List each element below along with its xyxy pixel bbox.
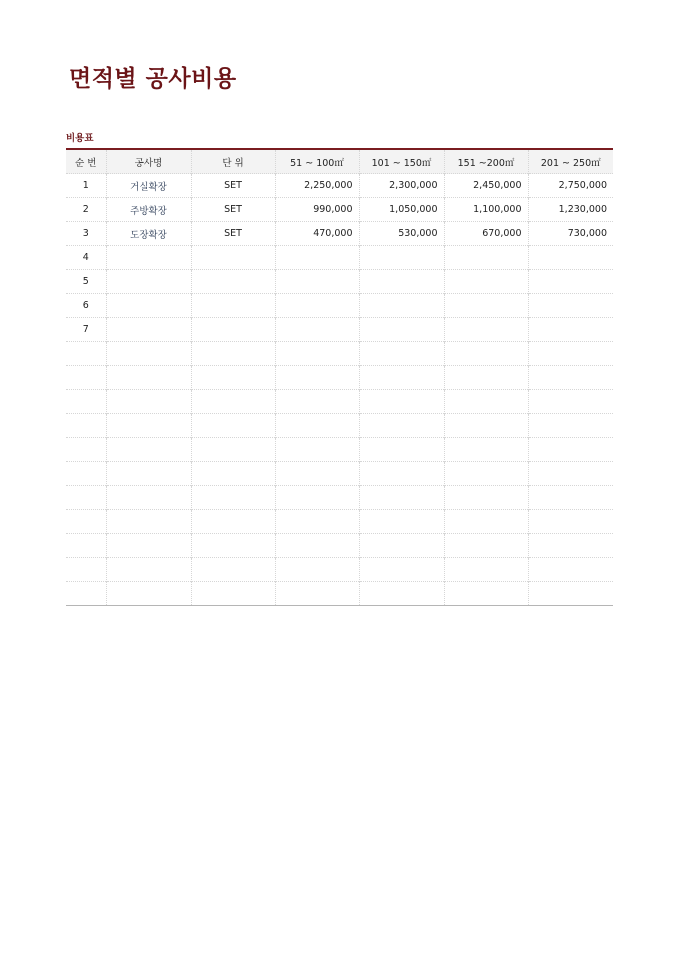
work-name-cell [106, 246, 191, 270]
price-101-150-cell [359, 294, 444, 318]
table-row [66, 438, 613, 462]
work-name-cell [106, 318, 191, 342]
row-index-cell [66, 510, 106, 534]
column-header-area-51-100: 51 ~ 100㎡ [275, 149, 359, 174]
price-201-250-cell [528, 246, 613, 270]
price-101-150-cell: 2,300,000 [359, 174, 444, 198]
price-101-150-cell [359, 558, 444, 582]
price-151-200-cell: 1,100,000 [444, 198, 528, 222]
work-name-cell: 거실확장 [106, 174, 191, 198]
price-51-100-cell [275, 390, 359, 414]
price-101-150-cell: 530,000 [359, 222, 444, 246]
price-51-100-cell [275, 558, 359, 582]
work-name-cell: 주방확장 [106, 198, 191, 222]
unit-cell [191, 294, 275, 318]
work-name-cell [106, 366, 191, 390]
table-row [66, 486, 613, 510]
price-201-250-cell [528, 390, 613, 414]
price-151-200-cell: 2,450,000 [444, 174, 528, 198]
table-row [66, 414, 613, 438]
price-101-150-cell [359, 390, 444, 414]
unit-cell [191, 414, 275, 438]
price-201-250-cell [528, 510, 613, 534]
price-51-100-cell [275, 534, 359, 558]
price-101-150-cell [359, 486, 444, 510]
price-151-200-cell [444, 342, 528, 366]
table-row [66, 222, 613, 246]
price-201-250-cell [528, 414, 613, 438]
price-151-200-cell: 670,000 [444, 222, 528, 246]
row-index-cell: 7 [66, 318, 106, 342]
work-name-cell [106, 582, 191, 606]
price-201-250-cell [528, 342, 613, 366]
column-header-work-name: 공사명 [106, 149, 191, 174]
price-101-150-cell: 1,050,000 [359, 198, 444, 222]
table-row [66, 198, 613, 222]
table-row [66, 462, 613, 486]
table-body [66, 174, 613, 606]
work-name-cell: 도장확장 [106, 222, 191, 246]
table-row [66, 390, 613, 414]
table-row [66, 534, 613, 558]
price-151-200-cell [444, 246, 528, 270]
price-51-100-cell: 990,000 [275, 198, 359, 222]
work-name-cell [106, 510, 191, 534]
price-151-200-cell [444, 366, 528, 390]
price-101-150-cell [359, 246, 444, 270]
unit-cell [191, 510, 275, 534]
price-201-250-cell [528, 438, 613, 462]
price-101-150-cell [359, 534, 444, 558]
price-201-250-cell [528, 366, 613, 390]
work-name-cell [106, 342, 191, 366]
unit-cell [191, 438, 275, 462]
column-header-area-151-200: 151 ~200㎡ [444, 149, 528, 174]
section-label: 비용표 [66, 133, 94, 144]
table-header-row [66, 149, 613, 174]
row-index-cell: 1 [66, 174, 106, 198]
work-name-cell [106, 438, 191, 462]
row-index-cell: 3 [66, 222, 106, 246]
price-101-150-cell [359, 510, 444, 534]
price-51-100-cell [275, 294, 359, 318]
price-151-200-cell [444, 510, 528, 534]
work-name-cell [106, 558, 191, 582]
unit-cell [191, 318, 275, 342]
price-151-200-cell [444, 462, 528, 486]
unit-cell [191, 486, 275, 510]
row-index-cell [66, 414, 106, 438]
unit-cell: SET [191, 174, 275, 198]
price-51-100-cell [275, 342, 359, 366]
work-name-cell [106, 390, 191, 414]
unit-cell [191, 582, 275, 606]
price-101-150-cell [359, 414, 444, 438]
work-name-cell [106, 462, 191, 486]
price-201-250-cell: 2,750,000 [528, 174, 613, 198]
row-index-cell [66, 582, 106, 606]
unit-cell [191, 462, 275, 486]
row-index-cell [66, 342, 106, 366]
price-201-250-cell: 730,000 [528, 222, 613, 246]
price-101-150-cell [359, 366, 444, 390]
table-row [66, 342, 613, 366]
row-index-cell [66, 462, 106, 486]
price-201-250-cell [528, 582, 613, 606]
price-101-150-cell [359, 318, 444, 342]
price-101-150-cell [359, 462, 444, 486]
price-101-150-cell [359, 270, 444, 294]
unit-cell: SET [191, 198, 275, 222]
table-row [66, 270, 613, 294]
price-51-100-cell: 470,000 [275, 222, 359, 246]
row-index-cell: 6 [66, 294, 106, 318]
table-row [66, 246, 613, 270]
price-151-200-cell [444, 318, 528, 342]
column-header-index: 순 번 [75, 157, 97, 169]
price-201-250-cell [528, 486, 613, 510]
price-51-100-cell [275, 270, 359, 294]
price-201-250-cell [528, 318, 613, 342]
table-row [66, 366, 613, 390]
price-151-200-cell [444, 270, 528, 294]
price-101-150-cell [359, 582, 444, 606]
price-201-250-cell [528, 558, 613, 582]
unit-cell [191, 246, 275, 270]
unit-cell [191, 366, 275, 390]
price-201-250-cell [528, 462, 613, 486]
table-row [66, 510, 613, 534]
unit-cell: SET [191, 222, 275, 246]
price-51-100-cell [275, 246, 359, 270]
column-header-area-101-150: 101 ~ 150㎡ [359, 149, 444, 174]
price-151-200-cell [444, 294, 528, 318]
unit-cell [191, 342, 275, 366]
row-index-cell [66, 486, 106, 510]
table-row [66, 558, 613, 582]
price-51-100-cell [275, 582, 359, 606]
row-index-cell [66, 390, 106, 414]
price-201-250-cell [528, 534, 613, 558]
price-201-250-cell [528, 294, 613, 318]
price-51-100-cell [275, 366, 359, 390]
table-row [66, 174, 613, 198]
price-151-200-cell [444, 438, 528, 462]
price-151-200-cell [444, 582, 528, 606]
price-151-200-cell [444, 390, 528, 414]
price-51-100-cell: 2,250,000 [275, 174, 359, 198]
table-row [66, 318, 613, 342]
unit-cell [191, 270, 275, 294]
work-name-cell [106, 534, 191, 558]
row-index-cell [66, 558, 106, 582]
price-51-100-cell [275, 510, 359, 534]
work-name-cell [106, 294, 191, 318]
page-title: 면적별 공사비용 [69, 66, 237, 92]
price-51-100-cell [275, 438, 359, 462]
table-row [66, 582, 613, 606]
price-151-200-cell [444, 558, 528, 582]
price-151-200-cell [444, 534, 528, 558]
column-header-unit: 단 위 [191, 149, 275, 174]
unit-cell [191, 534, 275, 558]
table-row [66, 294, 613, 318]
cost-table [66, 148, 613, 606]
work-name-cell [106, 270, 191, 294]
row-index-cell [66, 438, 106, 462]
work-name-cell [106, 486, 191, 510]
unit-cell [191, 390, 275, 414]
row-index-cell: 5 [66, 270, 106, 294]
price-51-100-cell [275, 462, 359, 486]
row-index-cell: 4 [66, 246, 106, 270]
price-51-100-cell [275, 486, 359, 510]
row-index-cell: 2 [66, 198, 106, 222]
row-index-cell [66, 534, 106, 558]
row-index-cell [66, 366, 106, 390]
price-201-250-cell: 1,230,000 [528, 198, 613, 222]
price-101-150-cell [359, 342, 444, 366]
price-151-200-cell [444, 486, 528, 510]
price-151-200-cell [444, 414, 528, 438]
price-101-150-cell [359, 438, 444, 462]
price-51-100-cell [275, 414, 359, 438]
unit-cell [191, 558, 275, 582]
price-201-250-cell [528, 270, 613, 294]
work-name-cell [106, 414, 191, 438]
price-51-100-cell [275, 318, 359, 342]
column-header-area-201-250: 201 ~ 250㎡ [528, 149, 613, 174]
